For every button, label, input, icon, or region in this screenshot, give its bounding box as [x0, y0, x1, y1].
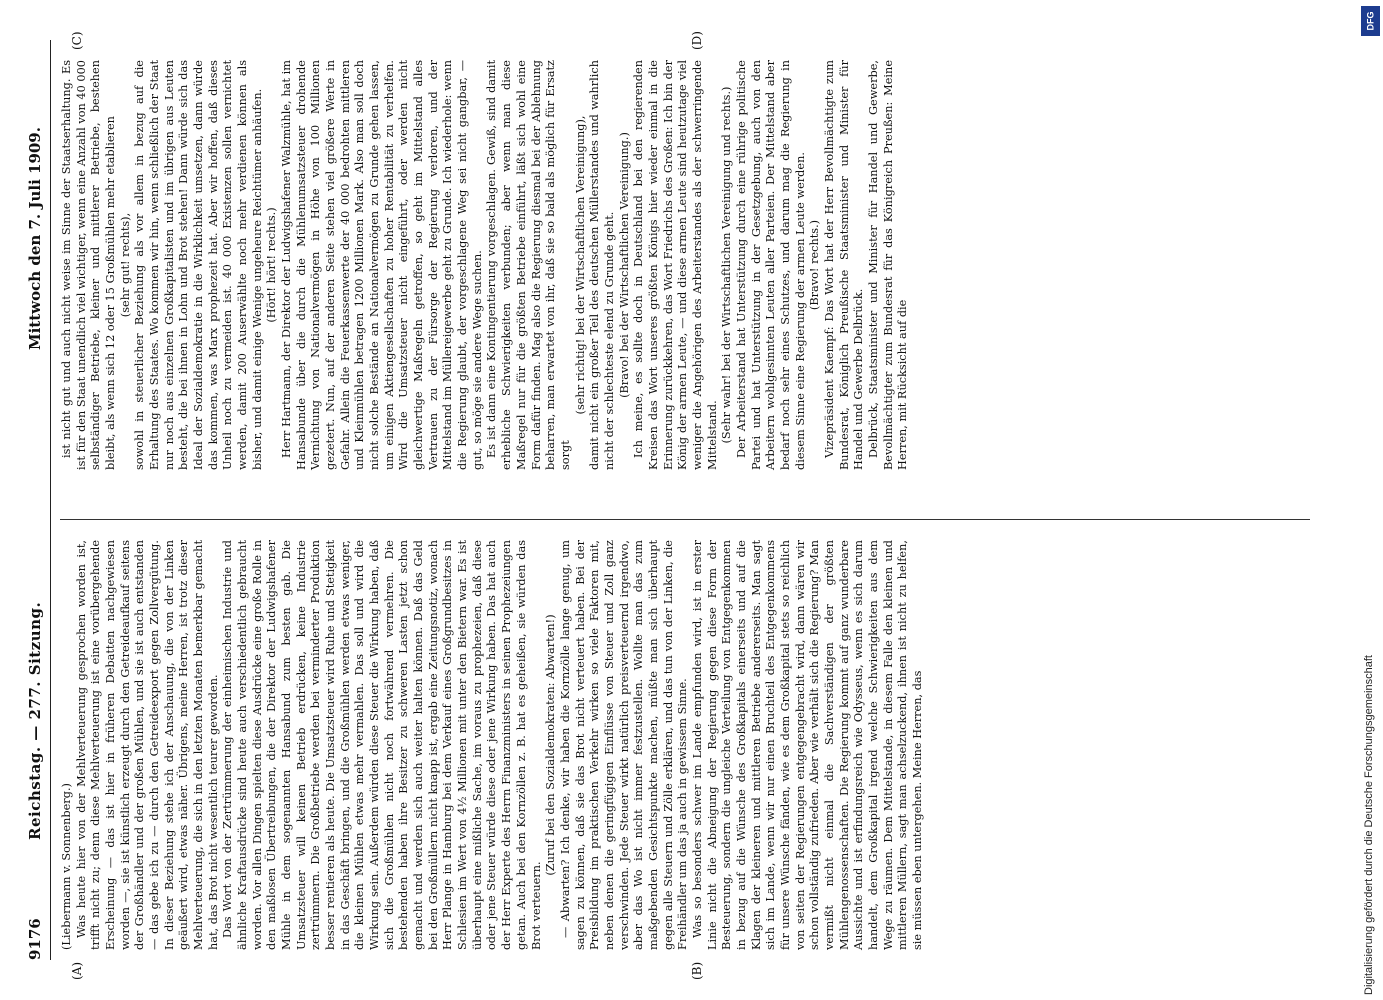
paragraph: Was so besonders schwer im Lande empfunden wird, ist in erster Linie nicht die Abneigung der Regierung gegen diese Form der Besteuerung, sondern die ungleiche Verteilung von Entgegenkommen in bezug auf die Wünsche des Großkapitals einerseits und auf die Klagen der kleineren und mittleren Betriebe andererseits. Man sagt sich im Lande, wenn wir nur einen Bruchteil des Entgegenkommens für unsere Wünsche fänden, wie es dem Großkapital stets so reichlich von seiten der Regierungen entgegengebracht wird, dann wären wir schon vollständig zufrieden. Aber wie verhält sich die Regierung? Man vermißt nicht einmal die Sachverständigen der größten Mühlengenossenschaften. Die Regierung kommt auf ganz wunderbare Aussichte und ist erfindungsreich wie Odysseus, wenn es sich darum handelt, dem Großkapital irgend welche Schwierigkeiten aus dem Wege zu räumen. Dem Mittelstande, in diesem Falle den kleinen und mittleren Müllern, sagt man achselzuckend, ihnen ist nicht zu helfen, sie müssen eben untergehen. Meine Herren, das	[690, 540, 924, 950]
left-column	[60, 540, 926, 950]
page-date: Mittwoch den 7. Juli 1909.	[26, 127, 44, 350]
margin-letter-a: (A)	[70, 961, 84, 980]
paragraph: Das Wort von der Zertrümmerung der einheimischen Industrie und ähnliche Kraftausdrücke sind heute auch verschiedentlich gebraucht worden. Vor allen Dingen spielten diese Ausdrücke eine große Rolle in den maßlosen Übertreibungen, die der Direktor der Ludwigshafener Mühle in dem sogenannten Hansabund zum besten gab. Die Umsatzsteuer will keinen Betrieb erdrücken, keine Industrie zertrümmern. Die Großbetriebe werden bei verminderter Produktion besser rentieren als heute. Die Umsatzsteuer wird Ruhe und Stetigkeit in das Geschäft bringen, und die Großmühlen werden etwas weniger, die kleinen Mühlen etwas mehr vermahlen. Das soll und wird die Wirkung sein. Außerdem würden diese Steuer die Wirkung haben, daß sich die Großmühlen nicht noch fortwährend vermehren. Die bestehenden haben ihre Besitzer zu schweren Lasten jetzt schon gemacht und werden sich auch weiter halten können. Daß das Geld bei den Großmüllern nicht knapp ist, ergab eine Zeitungsnotiz, wonach Herr Plange in Hamburg bei dem Verkauf eines Großgrundbesitzes in Schlesien im Wert von 4½ Millionen mit unter den Bietern war. Es ist überhaupt eine mißliche Sache, im voraus zu prophezeien, daß diese oder jene Steuer würde diese oder jene Wirkung haben. Das hat auch der Herr Experte des Herrn Finanzministers in seinen Prophezeiungen getan. Auch bei den Kornzöllen z. B. hat es geheißen, sie würden das Brot verteuern.	[221, 540, 543, 950]
page-running-title: Reichstag. — 277. Sitzung.	[26, 601, 44, 840]
paragraph: ist nicht gut und auch nicht weise im Sinne der Staatserhaltung. Es ist für den Staat unendlich viel wichtiger, wenn eine Anzahl von 40 000 selbständiger Betriebe, kleiner und mittlerer Betriebe, bestehen bleibt, als wenn sich 12 oder 15 Großmühlen mehr etablieren	[60, 60, 118, 470]
page-number: 9176	[26, 918, 44, 960]
margin-letter-c: (C)	[70, 31, 84, 50]
interjection: (sehr gut! rechts),	[118, 212, 132, 318]
interjection: (Zuruf bei den Sozialdemokraten: Abwarten!)	[544, 614, 558, 876]
paragraph: Es ist dann eine Kontingentierung vorgeschlagen. Gewiß, sind damit erhebliche Schwierigkeiten verbunden; aber wenn man diese Maßregel nur für die größten Betriebe einführt, läßt sich wohl eine Form dafür finden. Mag also die Regierung diesmal bei der Ablehnung beharren, man erwartet von ihr, daß sie so bald als möglich für Ersatz sorgt	[485, 60, 572, 470]
paragraph: Herr Hartmann, der Direktor der Ludwigshafener Walzmühle, hat im Hansabunde über die durch die Mühlenumsatzsteuer drohende Vernichtung von Nationalvermögen in Höhe von 100 Millionen gezetert. Nun, auf der anderen Seite stehen viel größere Werte in Gefahr. Allein die Feuerkassenwerte der 40 000 bedrohten mittleren und Kleinmühlen betragen 1200 Millionen Mark. Also man soll doch nicht solche Bestände an Nationalvermögen zu Grunde gehen lassen, um einigen Aktiengesellschaften zu hoher Rentabilität zu verhelfen. Wird die Umsatzsteuer nicht eingeführt, oder werden nicht gleichwertige Maßregeln getroffen, so geht im Mittelstand alles Vertrauen zu der Fürsorge der Regierung verloren, und der Mittelstand im Müllereigewerbe geht zu Grunde. Ich wiederhole: wenn die Regierung glaubt, der vorgeschlagene Weg sei nicht gangbar, — gut, so möge sie andere Wege suchen.	[280, 60, 484, 470]
interjection: (Hört! hört! rechts.)	[265, 207, 279, 323]
interjection: (sehr richtig! bei der Wirtschaftlichen Vereinigung),	[573, 115, 587, 415]
paragraph: Ich meine, es sollte doch in Deutschland bei den regierenden Kreisen das Wort unseres größten Königs hier wieder einmal in die Erinnerung zurückkehren, das Wort Friedrichs des Großen: Ich bin der König der armen Leute, — und diese armen Leute sind heutzutage viel weniger die Angehörigen des Arbeiterstandes als der schwerringende Mittelstand.	[632, 60, 719, 470]
paragraph: Was heute hier von der Mehlverteuerung gesprochen worden ist, trifft nicht zu; denn diese Mehlverteuerung ist eine vorübergehende Erscheinung — das ist hier in früheren Debatten nachgewiesen worden —, sie ist künstlich erzeugt durch den Getreideaufkauf seitens der Großhändler und der großen Mühlen, und sie ist auch entstanden — das gebe ich zu — durch den Getreideexport gegen Zollvergütung. In dieser Beziehung stehe ich der Anschauung, die von der Linken geäußert wird, etwas näher. Übrigens, meine Herren, ist trotz dieser Mehlverteuerung, die sich in den letzten Monaten bemerkbar gemacht hat, das Brot nicht wesentlich teurer geworden.	[74, 540, 220, 950]
margin-letter-b: (B)	[690, 961, 704, 980]
interjection: (Sehr wahr! bei der Wirtschaftlichen Vereinigung und rechts.)	[720, 86, 734, 444]
column-divider	[60, 519, 1310, 520]
dfg-logo-icon: DFG	[1361, 6, 1380, 36]
page-header	[12, 40, 51, 960]
right-column	[60, 60, 911, 470]
digitization-credit: Digitalisierung gefördert durch die Deutsche Forschungsgemeinschaft	[1363, 655, 1375, 995]
interjection: (Bravo! rechts.)	[808, 219, 822, 311]
paragraph: Vizepräsident Kaempf: Das Wort hat der Herr Bevollmächtigte zum Bundesrat, Königlich Preußische Staatsminister und Minister für Handel und Gewerbe Delbrück.	[822, 60, 866, 470]
speaker-name: (Liebermann v. Sonnenberg.)	[60, 783, 73, 950]
paragraph: damit nicht ein großer Teil des deutschen Müllerstandes und wahrlich nicht der schlechteste elend zu Grunde geht.	[588, 60, 616, 470]
paragraph: sowohl in steuerlicher Beziehung als vor allem in bezug auf die Erhaltung des Staates. Wo kommen wir hin, wenn schließlich der Staat nur noch aus einzelnen Großkapitalisten und im übrigen aus Leuten besteht, die bei ihnen in Lohn und Brot stehen! Dann würde sich das Ideal der Sozialdemokratie in die Wirklichkeit umsetzen, dann würde das kommen, was Marx prophezeit hat. Aber wir hoffen, daß dieses Unheil noch zu vermeiden ist. 40 000 Existenzen sollen vernichtet werden, damit 200 Auserwählte noch mehr verdienen können als bisher, und damit einige Wenige ungeheure Reichtümer anhäufen.	[133, 60, 264, 470]
paragraph: Der Arbeiterstand hat Unterstützung durch eine rührige politische Partei und hat Unterstützung in der Gesetzgebung, auch von den Arbeitern wohlgesinnten Leuten aller Parteien. Der Mittelstand aber bedarf noch sehr eines Schutzes, und darum mag die Regierung in diesem Sinne eine Regierung der armen Leute werden.	[734, 60, 807, 470]
margin-letter-d: (D)	[690, 31, 704, 50]
paragraph: — Abwarten? Ich denke, wir haben die Kornzölle lange genug, um sagen zu können, daß sie das Brot nicht verteuert haben. Bei der Preisbildung im praktischen Verkehr wirken so viele Faktoren mit, neben denen die geringfügigen Einflüsse von Steuer und Zoll ganz verschwinden. Jede Steuer wirkt natürlich preisverteuernd irgendwo, aber das Wo ist nicht immer festzustellen. Wollte man das zum maßgebenden Gesichtspunkte machen, müßte man sich überhaupt gegen alle Steuern und Zölle erklären, und das tun von der Linken, die Freihändler um das ja auch in gewissem Sinne.	[558, 540, 690, 950]
credit-strip	[1357, 0, 1383, 1000]
paragraph: Delbrück, Staatsminister und Minister für Handel und Gewerbe, Bevollmächtigter zum Bundesrat für das Königreich Preußen: Meine Herren, mit Rücksicht auf die	[866, 60, 910, 470]
interjection: (Bravo! bei der Wirtschaftlichen Vereinigung.)	[617, 132, 631, 398]
